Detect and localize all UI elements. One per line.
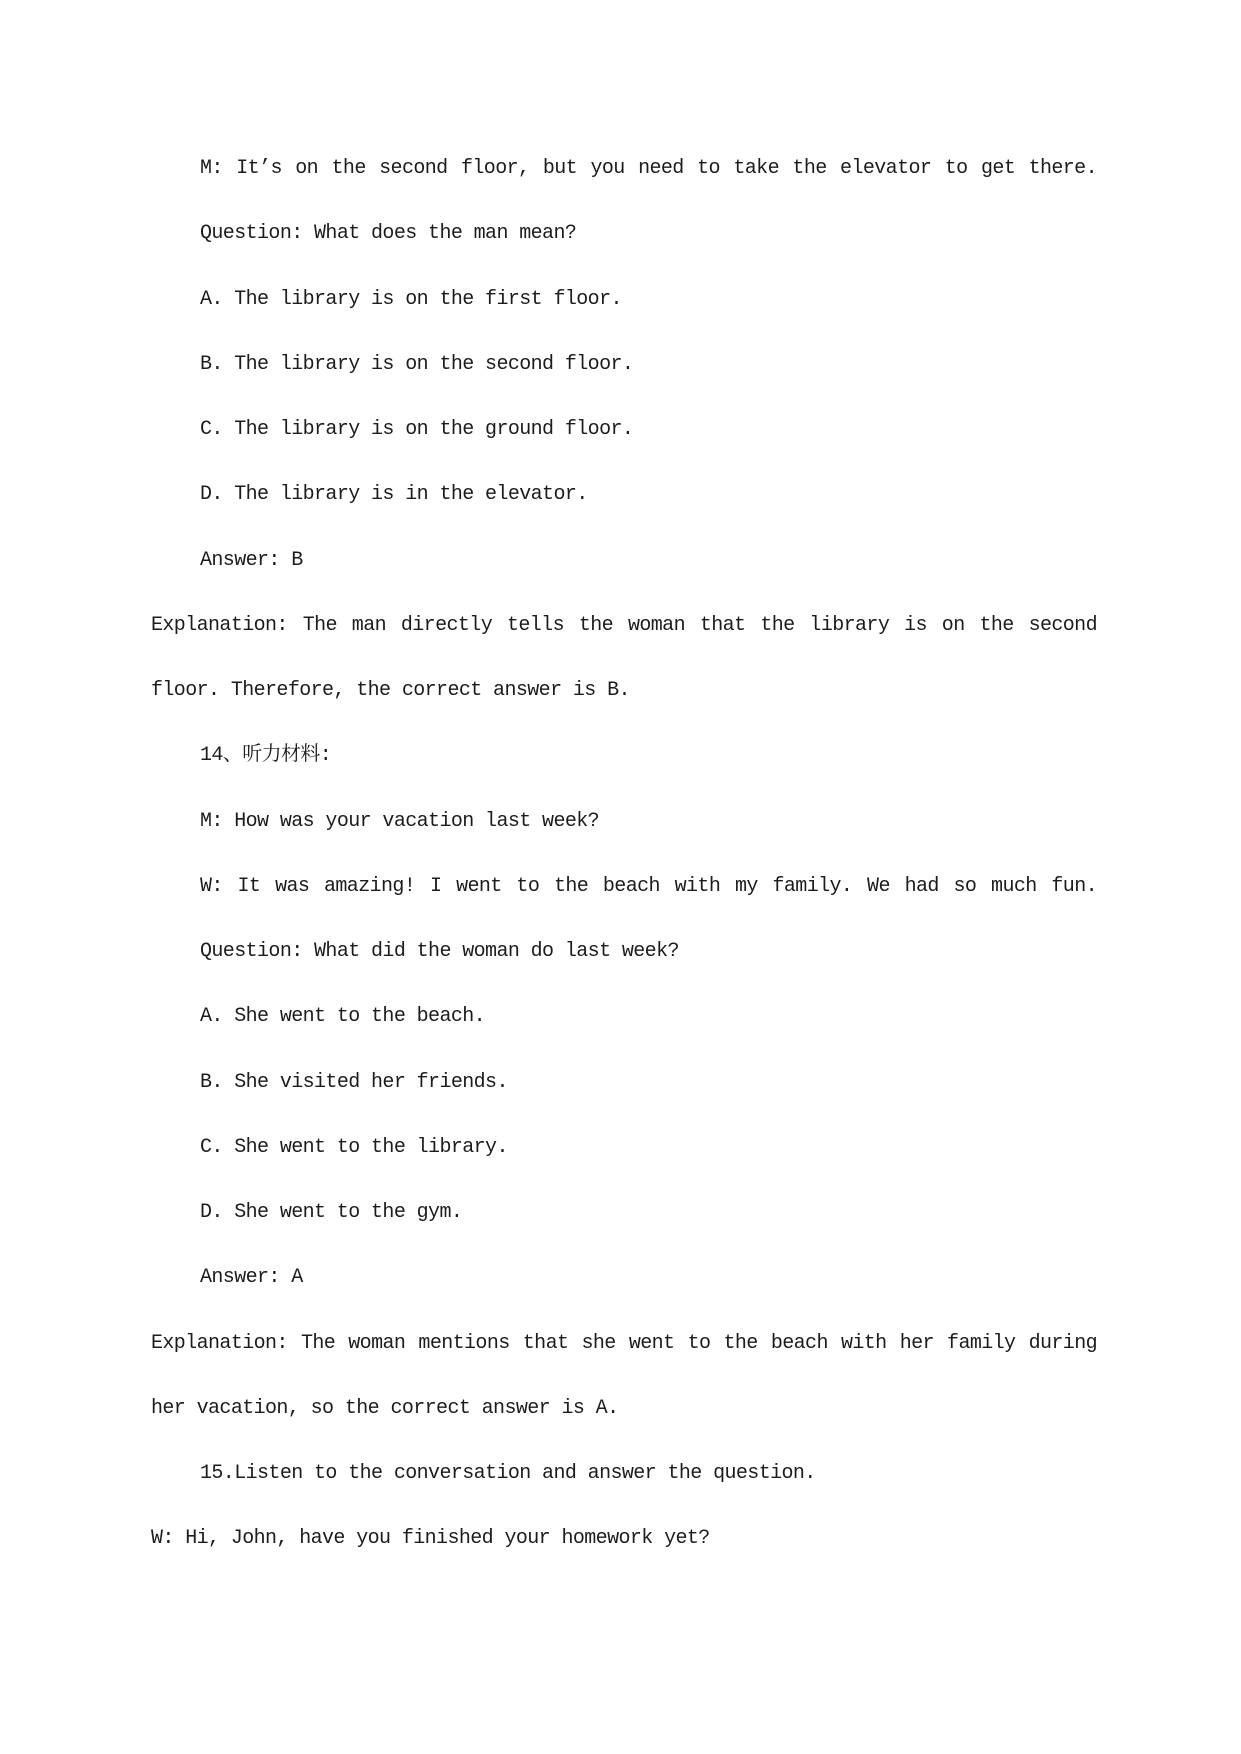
dialogue-line: W: It was amazing! I went to the beach with my family. We had so much fun. [200,874,1097,898]
dialogue-line: W: Hi, John, have you finished your homework yet? [151,1527,710,1551]
question-text: Question: What did the woman do last week? [200,940,679,963]
dialogue-line: M: It’s on the second floor, but you need to take the elevator to get there. [200,157,1097,180]
option-c: C. The library is on the ground floor. [200,418,634,441]
option-d: D. She went to the gym. [200,1201,463,1224]
dialogue-line: M: How was your vacation last week? [200,809,600,833]
explanation-line: Explanation: The man directly tells the woman that the library is on the second [151,613,1097,637]
question-heading: 15.Listen to the conversation and answer the question. [200,1462,816,1485]
option-c: C. She went to the library. [200,1135,508,1159]
explanation-line: Explanation: The woman mentions that she went to the beach with her family during [151,1331,1097,1355]
option-a: A. The library is on the first floor. [200,287,622,311]
option-b: B. She visited her friends. [200,1070,508,1094]
question-heading: 14、听力材料: [200,744,332,768]
explanation-line: her vacation, so the correct answer is A. [151,1396,619,1420]
option-b: B. The library is on the second floor. [200,352,634,376]
option-d: D. The library is in the elevator. [200,483,588,507]
document-body [151,136,1097,1572]
explanation-line: floor. Therefore, the correct answer is B. [151,679,630,702]
answer-text: Answer: A [200,1266,303,1290]
answer-text: Answer: B [200,548,303,572]
question-text: Question: What does the man mean? [200,222,577,246]
option-a: A. She went to the beach. [200,1005,486,1029]
